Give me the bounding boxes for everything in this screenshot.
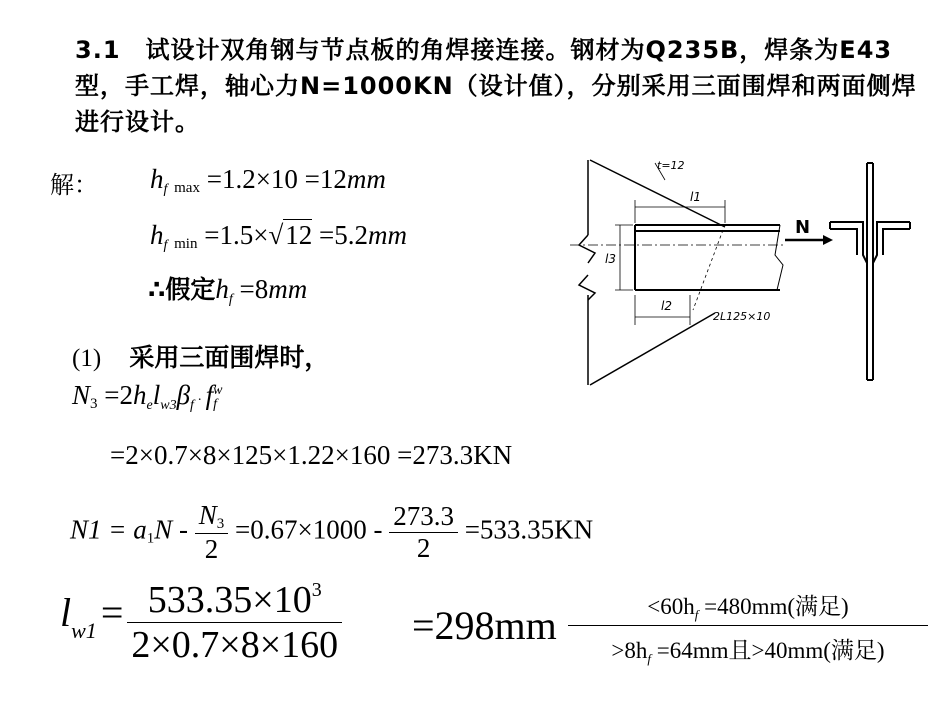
case1-number: (1) <box>72 345 102 372</box>
hf-max-formula: hf $_{max}$ =1.2×10 =12mm <box>150 164 386 197</box>
arrow-head-icon <box>823 235 833 245</box>
lw1-result: =298mm <box>412 603 557 648</box>
weld-connection-figure <box>565 155 945 395</box>
n-label: N <box>795 217 811 238</box>
cross-section <box>830 163 910 380</box>
angle-label: 2L125×10 <box>713 310 771 323</box>
l2-label: l2 <box>661 299 672 313</box>
angle-member <box>635 225 783 290</box>
lw1-formula: lw1 = $\frac{533.35\times 10^3}{2\times 0.7\times 8\times 160}$ <box>60 578 342 667</box>
t-label: t=12 <box>657 159 685 172</box>
assume-hf: ∴假定hf =8mm <box>148 274 308 307</box>
solution-label: 解： <box>50 171 98 199</box>
condition-lower: $>8h_f =64mm$且>40mm(满足) <box>611 638 885 666</box>
l3-label: l3 <box>605 252 616 266</box>
lw1-conditions <box>568 588 928 667</box>
n3-value: =2×0.7×8×125×1.22×160 =273.3KN <box>110 440 513 470</box>
condition-upper: $<60h_f =480mm$(满足) <box>568 588 928 626</box>
n1-formula: $N1 = a_1N$ - $\frac{N_3}{2}$ =0.67×1000 - $\frac{273.3}{2}$ =533.35KN <box>70 500 594 564</box>
gusset-plate <box>579 160 725 385</box>
case1-heading <box>72 338 329 374</box>
l1-label: l1 <box>690 190 701 204</box>
problem-statement: 3.1 试设计双角钢与节点板的角焊接连接。钢材为Q235B，焊条为E43型，手工焊，轴心力N=1000KN（设计值），分别采用三面围焊和两面侧焊进行设计。 <box>75 36 917 136</box>
case1-title: 采用三面围焊时， <box>129 343 330 372</box>
n3-formula: $N_3$ =2helw3βf · f w f <box>72 380 223 413</box>
hf-min-formula: hf $_{min}$ =1.5×√12 =5.2mm <box>150 220 408 253</box>
